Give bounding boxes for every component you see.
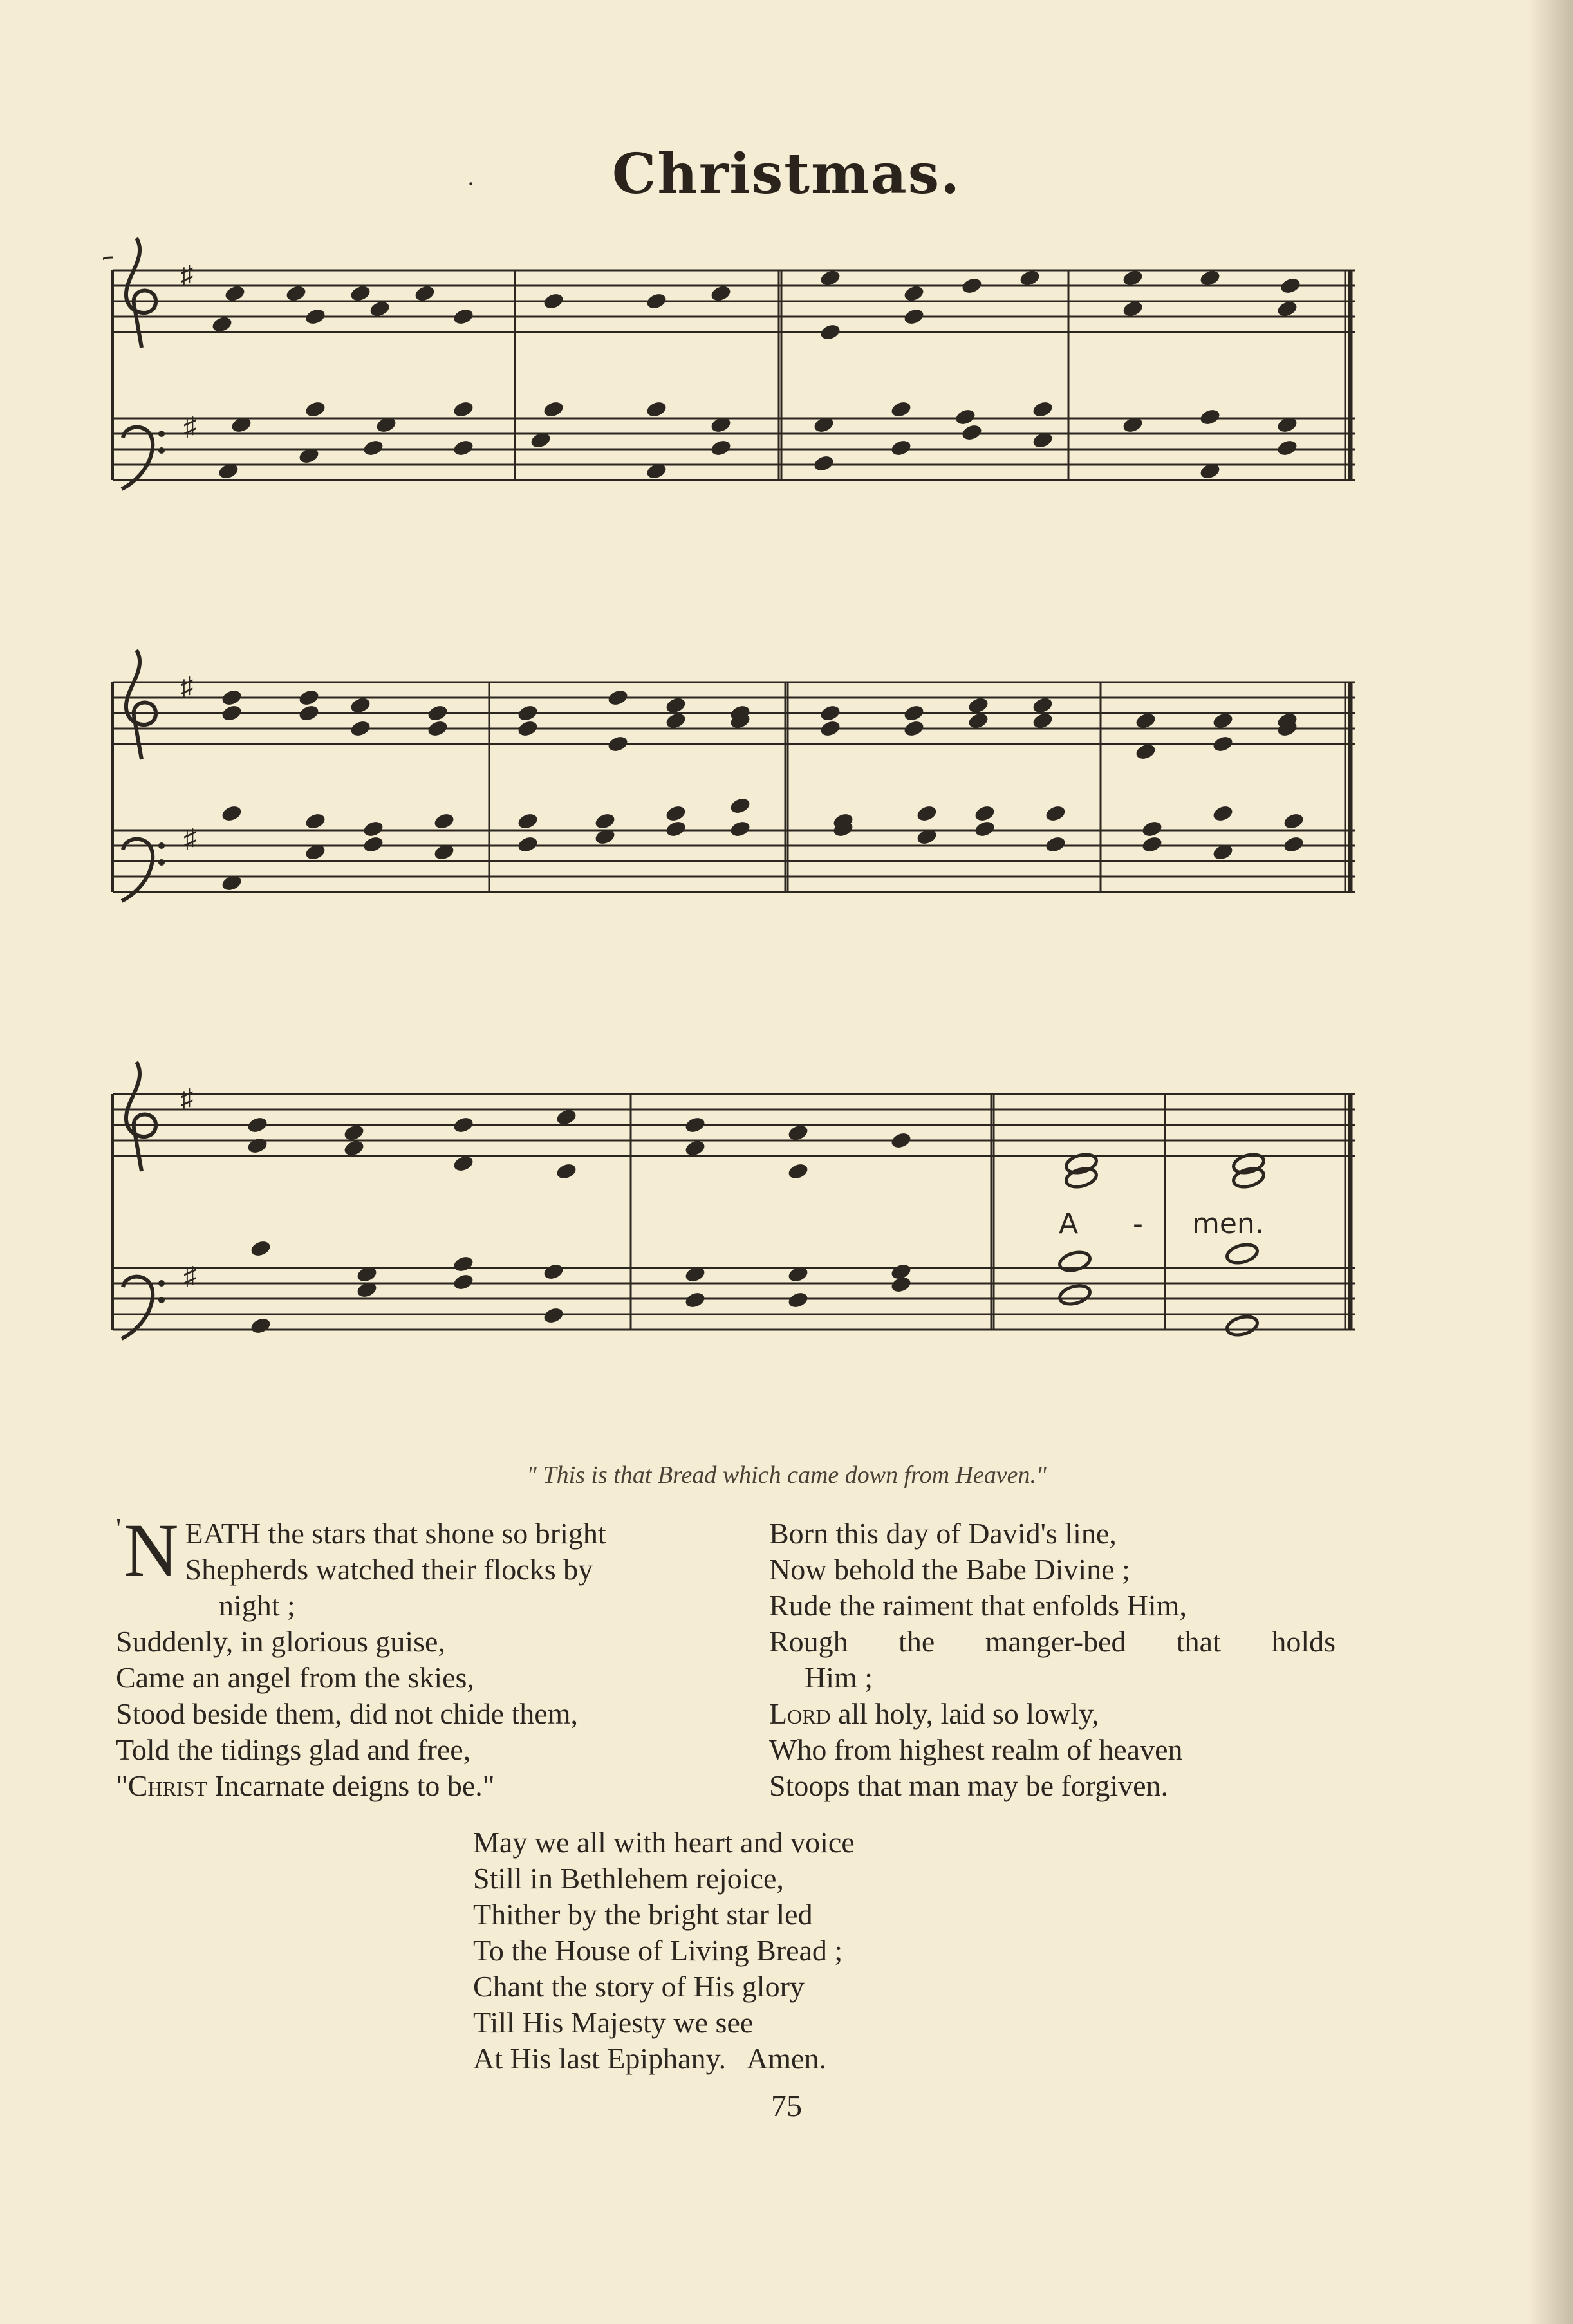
christ-smallcaps: Christ — [127, 1769, 207, 1802]
title-dot: · — [467, 169, 476, 198]
stanza-3-line-7: At His last Epiphany. Amen. — [473, 2042, 826, 2075]
stanza-1-line-7: Told the tidings glad and free, — [116, 1733, 471, 1766]
lord-smallcaps: Lord — [769, 1697, 831, 1730]
stanza-3-line-1: May we all with heart and voice — [473, 1826, 855, 1859]
stanza-2-line-4-word: that — [1176, 1625, 1221, 1658]
svg-text:♯: ♯ — [183, 1261, 196, 1290]
stanza-2-line-4-word: holds — [1271, 1625, 1336, 1658]
music-score — [103, 232, 1364, 1442]
system-2 — [113, 650, 1355, 901]
stanza-2-line-4-word: Rough — [769, 1625, 848, 1658]
stanza-2-line-7: Who from highest realm of heaven — [769, 1733, 1183, 1766]
stanza-2-line-5: Him ; — [805, 1661, 873, 1694]
stanza-2-line-4-word: manger-bed — [985, 1625, 1126, 1658]
stanza-3-line-4: To the House of Living Bread ; — [473, 1934, 843, 1967]
amen-syllable-men: men. — [1192, 1207, 1264, 1240]
stanza-1-line-8-open-quote: " — [116, 1769, 128, 1802]
stanza-2-line-6-rest: all holy, laid so lowly, — [830, 1697, 1099, 1730]
svg-text:♯: ♯ — [183, 824, 196, 853]
amen-hyphen: - — [1133, 1207, 1143, 1240]
system-3 — [113, 1062, 1355, 1339]
opening-apostrophe: ' — [116, 1512, 122, 1545]
stanza-3 — [473, 1825, 855, 2077]
stanza-1-line-3: night ; — [219, 1589, 295, 1622]
svg-text:♯: ♯ — [180, 1084, 193, 1113]
stanza-3-line-5: Chant the story of His glory — [473, 1970, 805, 2003]
page-number: 75 — [771, 2089, 802, 2123]
stanza-1 — [116, 1508, 606, 1804]
stanza-2-line-2: Now behold the Babe Divine ; — [769, 1553, 1130, 1586]
svg-text:♯: ♯ — [183, 412, 196, 441]
scripture-caption: " This is that Bread which came down from Heaven." — [526, 1462, 1047, 1489]
page-edge-shadow — [1528, 0, 1573, 2324]
hymn-title: Christmas. — [611, 142, 962, 207]
stanza-2-line-4 — [769, 1624, 1336, 1660]
stanza-3-line-3: Thither by the bright star led — [473, 1898, 813, 1931]
stanza-2-line-1: Born this day of David's line, — [769, 1517, 1117, 1550]
stanza-2-line-8: Stoops that man may be forgiven. — [769, 1769, 1169, 1802]
stanza-2-line-3: Rude the raiment that enfolds Him, — [769, 1589, 1187, 1622]
amen-syllable-a: A — [1059, 1207, 1079, 1240]
stanza-1-line-8 — [116, 1768, 606, 1804]
stanza-1-line-4: Suddenly, in glorious guise, — [116, 1625, 445, 1658]
stanza-1-line-2: Shepherds watched their flocks by — [185, 1553, 593, 1586]
stanza-1-line-8-rest: Incarnate deigns to be." — [207, 1769, 495, 1802]
stanza-3-line-6: Till His Majesty we see — [473, 2006, 754, 2039]
stanza-2 — [769, 1516, 1336, 1804]
stanza-3-line-2: Still in Bethlehem rejoice, — [473, 1862, 784, 1895]
svg-text:♯: ♯ — [180, 260, 193, 289]
stanza-1-line-1: EATH the stars that shone so bright — [185, 1517, 606, 1550]
stanza-2-line-4-word: the — [898, 1625, 935, 1658]
stanza-1-line-5: Came an angel from the skies, — [116, 1661, 474, 1694]
stanza-1-line-6: Stood beside them, did not chide them, — [116, 1697, 579, 1730]
drop-cap: N — [124, 1508, 179, 1592]
stanza-2-line-6 — [769, 1696, 1336, 1732]
system-1 — [103, 238, 1355, 489]
svg-text:♯: ♯ — [180, 672, 193, 701]
